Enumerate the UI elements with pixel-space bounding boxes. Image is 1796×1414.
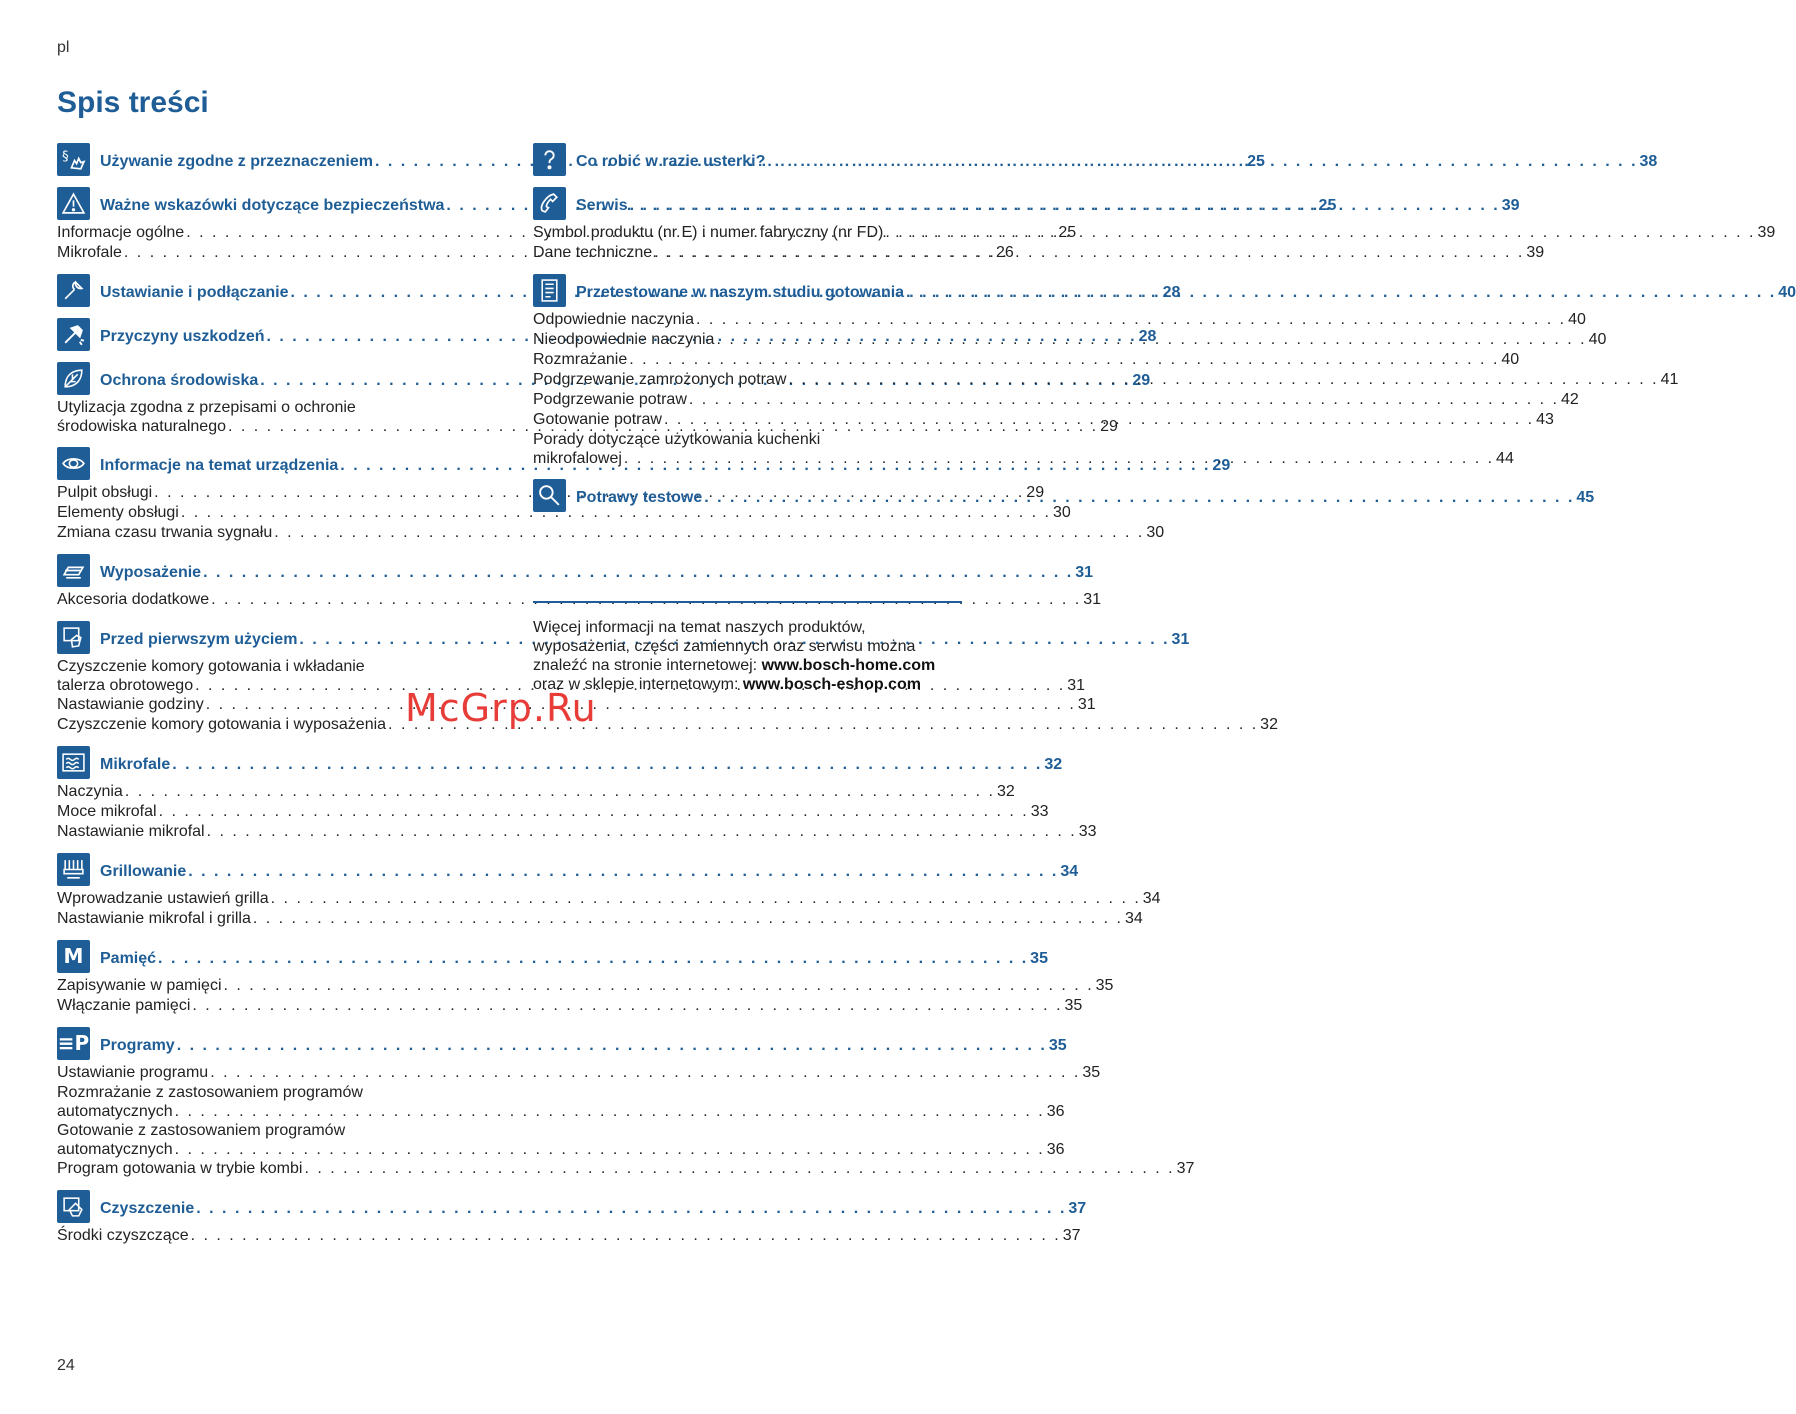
language-code: pl	[57, 39, 70, 56]
entry-label: Gotowanie potraw	[533, 411, 662, 428]
section-title-row	[100, 1200, 1086, 1218]
entry-page-number: 30	[1146, 524, 1165, 541]
more-info-line: oraz w sklepie internetowym:	[533, 676, 743, 693]
entry-label: Włączanie pamięci	[57, 997, 191, 1014]
section-title: Ustawianie i podłączanie	[100, 284, 289, 301]
dot-leader	[885, 223, 1755, 243]
toc-entry[interactable]	[533, 310, 1586, 330]
section-title: Grillowanie	[100, 863, 187, 880]
dot-leader	[210, 1063, 1080, 1083]
entry-label: Środki czyszczące	[57, 1227, 189, 1244]
entry-page-number: 25	[1058, 224, 1077, 241]
dot-leader	[274, 523, 1144, 543]
entry-page-number: 36	[1046, 1141, 1065, 1158]
toc-section-heading[interactable]	[57, 1189, 1087, 1223]
entry-label: mikrofalowej	[533, 450, 622, 467]
entry-page-number: 35	[1095, 977, 1114, 994]
toc-entry[interactable]	[57, 1121, 1065, 1159]
toc-section-heading[interactable]	[57, 939, 1048, 973]
entry-label: Ustawianie programu	[57, 1064, 209, 1081]
dot-leader	[689, 390, 1559, 410]
section-title-row	[100, 1037, 1067, 1055]
entry-page-number: 40	[1588, 331, 1607, 348]
entry-page-number: 34	[1142, 890, 1161, 907]
section-title-row	[100, 756, 1062, 774]
dot-leader	[172, 756, 1042, 774]
dot-leader	[158, 950, 1028, 968]
before-first-use-icon	[57, 621, 90, 654]
toc-entry[interactable]	[57, 822, 1097, 842]
dot-leader	[175, 1102, 1045, 1121]
entry-page-number: 32	[1260, 716, 1278, 733]
section-title: Pamięć	[100, 950, 157, 967]
dot-leader	[191, 1226, 1061, 1246]
microwave-icon	[57, 746, 90, 779]
more-info-text	[533, 618, 973, 694]
entry-page-number: 33	[1078, 823, 1097, 840]
dot-leader	[629, 350, 1499, 370]
entry-label-line1: Rozmrażanie z zastosowaniem programów	[57, 1084, 363, 1101]
more-info-line: znaleźć na stronie internetowej:	[533, 657, 762, 674]
bosch-home-link[interactable]: www.bosch-home.com	[761, 657, 936, 674]
entry-page-number: 31	[1077, 696, 1096, 713]
section-title-row	[100, 863, 1078, 881]
dot-leader	[253, 909, 1123, 929]
entry-label: środowiska naturalnego	[57, 418, 226, 435]
toc-section	[57, 852, 1161, 929]
entry-page-number: 31	[1067, 677, 1086, 694]
dot-leader	[188, 863, 1058, 881]
section-page-number: 35	[1048, 1037, 1067, 1054]
entry-label: Informacje ogólne	[57, 224, 185, 241]
entry-page-number: 44	[1496, 450, 1514, 467]
toc-entry[interactable]	[533, 350, 1520, 370]
section-title-row	[576, 489, 1594, 507]
toc-entry[interactable]	[57, 909, 1143, 929]
dot-leader	[767, 153, 1637, 171]
section-page-number: 31	[1171, 631, 1190, 648]
entry-label: talerza obrotowego	[57, 677, 194, 694]
toc-section	[57, 1026, 1195, 1179]
section-title: Serwis	[576, 197, 628, 214]
section-title: Przetestowane w naszym studiu gotowania	[576, 284, 905, 301]
entry-label: Odpowiednie naczynia	[533, 311, 694, 328]
entry-page-number: 37	[1062, 1227, 1081, 1244]
entry-label: Moce mikrofal	[57, 803, 157, 820]
dot-leader	[125, 782, 995, 802]
entry-label: Elementy obsługi	[57, 504, 179, 521]
section-page-number: 25	[1247, 153, 1265, 170]
entry-page-number: 33	[1030, 803, 1049, 820]
entry-label: Czyszczenie komory gotowania i wyposażenia	[57, 716, 387, 733]
section-page-number: 37	[1068, 1200, 1087, 1217]
leaf-environment-icon	[57, 362, 90, 395]
dot-leader	[696, 310, 1566, 330]
entry-page-number: 40	[1501, 351, 1520, 368]
section-title-row	[576, 197, 1520, 215]
magnifier-test-icon	[533, 479, 566, 512]
toc-entry[interactable]	[57, 1226, 1081, 1246]
watermark: McGrp.Ru	[405, 686, 597, 730]
dot-leader	[206, 695, 1076, 715]
section-title: Ochrona środowiska	[100, 372, 259, 389]
tested-document-icon	[533, 274, 566, 307]
section-title: Przed pierwszym użyciem	[100, 631, 298, 648]
entry-label: Podgrzewanie potraw	[533, 391, 687, 408]
toc-entry[interactable]	[57, 503, 1071, 523]
toc-entry[interactable]	[533, 390, 1579, 410]
toc-entry[interactable]	[57, 1083, 1065, 1121]
toc-section-heading[interactable]	[57, 553, 1093, 587]
dot-leader	[207, 822, 1077, 842]
toc-entry[interactable]	[57, 523, 1165, 543]
wrench-icon	[57, 274, 90, 307]
entry-label: Nastawianie mikrofal i grilla	[57, 910, 251, 927]
entry-page-number: 32	[996, 783, 1015, 800]
icon-glyph: M	[63, 944, 84, 968]
entry-page-number: 41	[1660, 371, 1679, 388]
more-info-line: wyposażenia, części zamiennych oraz serwisu można	[533, 638, 916, 655]
grill-icon	[57, 853, 90, 886]
dot-leader	[630, 197, 1500, 215]
dot-leader	[159, 802, 1029, 822]
section-title-row	[100, 564, 1093, 582]
entry-label-line1: Utylizacja zgodna z przepisami o ochronie	[57, 399, 356, 416]
icon-glyph: ≡P	[57, 1031, 90, 1055]
hammer-damage-icon	[57, 318, 90, 351]
section-page-number: 29	[1212, 457, 1231, 474]
entry-label: automatycznych	[57, 1103, 173, 1120]
section-page-number: 31	[1075, 564, 1093, 581]
dot-leader	[211, 590, 1081, 610]
entry-page-number: 34	[1124, 910, 1143, 927]
section-page-number: 40	[1778, 284, 1796, 301]
section-page-number: 35	[1030, 950, 1048, 967]
section-title-row	[576, 153, 1657, 171]
entry-label: automatycznych	[57, 1141, 173, 1158]
dot-leader	[704, 489, 1574, 507]
entry-label: Akcesoria dodatkowe	[57, 591, 210, 608]
dot-leader	[175, 1140, 1045, 1159]
section-title: Informacje na temat urządzenia	[100, 457, 339, 474]
intended-use-icon	[57, 143, 90, 176]
dot-leader	[664, 410, 1534, 430]
toc-section	[57, 745, 1097, 842]
entry-label: Mikrofale	[57, 244, 122, 261]
toc-entry[interactable]	[57, 1159, 1195, 1179]
toc-entry[interactable]	[57, 976, 1114, 996]
toc-entry[interactable]	[57, 590, 1102, 610]
page-number: 24	[57, 1357, 75, 1374]
dot-leader	[271, 889, 1141, 909]
accessories-icon	[57, 554, 90, 587]
section-page-number: 39	[1501, 197, 1520, 214]
entry-label-line1: Czyszczenie komory gotowania i wkładanie	[57, 658, 365, 675]
toc-entry[interactable]	[57, 782, 1015, 802]
entry-page-number: 39	[1757, 224, 1776, 241]
section-title: Mikrofale	[100, 756, 171, 773]
memory-m-icon	[57, 940, 90, 973]
dot-leader	[304, 1159, 1174, 1179]
entry-page-number: 29	[1026, 484, 1045, 501]
section-title: Czyszczenie	[100, 1200, 195, 1217]
warning-triangle-icon	[57, 187, 90, 220]
dot-leader	[906, 284, 1776, 302]
toc-section	[57, 1189, 1087, 1246]
section-title: Przyczyny uszkodzeń	[100, 328, 265, 345]
toc-section-heading[interactable]	[57, 745, 1063, 779]
dot-leader	[203, 564, 1073, 582]
section-page-number: 25	[1318, 197, 1337, 214]
phone-service-icon	[533, 187, 566, 220]
dot-leader	[224, 976, 1094, 996]
toc-section	[57, 939, 1114, 1016]
entry-label-line1: Gotowanie z zastosowaniem programów	[57, 1122, 346, 1139]
toc-entry[interactable]	[57, 889, 1161, 909]
programs-p-icon	[57, 1027, 90, 1060]
entry-label: Rozmrażanie	[533, 351, 628, 368]
divider	[533, 601, 962, 603]
entry-label: Nieodpowiednie naczynia	[533, 331, 715, 348]
section-title: Wyposażenie	[100, 564, 202, 581]
entry-page-number: 26	[996, 244, 1014, 261]
svg-text:§: §	[62, 148, 69, 165]
page-title: Spis treści	[57, 86, 209, 119]
entry-label: Program gotowania w trybie kombi	[57, 1160, 303, 1177]
dot-leader	[716, 330, 1586, 350]
toc-entry[interactable]	[57, 802, 1049, 822]
entry-page-number: 43	[1536, 411, 1554, 428]
entry-label-row	[57, 1102, 1065, 1121]
entry-label: Zapisywanie w pamięci	[57, 977, 222, 994]
section-title: Używanie zgodne z przeznaczeniem	[100, 153, 373, 170]
entry-label-line1: Porady dotyczące użytkowania kuchenki	[533, 431, 821, 448]
entry-label-row	[57, 1140, 1065, 1159]
entry-page-number: 35	[1064, 997, 1083, 1014]
entry-label: Dane techniczne	[533, 244, 653, 261]
toc-section-heading[interactable]	[57, 1026, 1067, 1060]
toc-entry[interactable]	[57, 1063, 1101, 1083]
section-title-row	[100, 950, 1048, 968]
entry-page-number: 39	[1526, 244, 1545, 261]
dot-leader	[624, 449, 1494, 468]
eye-info-icon	[57, 447, 90, 480]
entry-page-number: 42	[1561, 391, 1579, 408]
section-page-number: 29	[1132, 372, 1151, 389]
entry-page-number: 30	[1052, 504, 1071, 521]
entry-page-number: 35	[1082, 1064, 1101, 1081]
entry-label: Nastawianie godziny	[57, 696, 204, 713]
section-page-number: 28	[1162, 284, 1181, 301]
entry-page-number: 40	[1568, 311, 1586, 328]
entry-page-number: 37	[1176, 1160, 1195, 1177]
bosch-eshop-link[interactable]: www.bosch-eshop.com	[742, 676, 921, 693]
section-title: Potrawy testowe	[576, 489, 703, 506]
entry-label: Symbol produktu (nr E) i numer fabryczny (nr FD)	[533, 224, 884, 241]
section-title: Co robić w razie usterki?	[576, 153, 766, 170]
entry-label: Wprowadzanie ustawień grilla	[57, 890, 269, 907]
entry-page-number: 29	[1100, 418, 1118, 435]
toc-section-heading[interactable]	[57, 852, 1079, 886]
section-page-number: 34	[1060, 863, 1079, 880]
section-page-number: 28	[1138, 328, 1157, 345]
entry-page-number: 36	[1046, 1103, 1065, 1120]
entry-label: Naczynia	[57, 783, 123, 800]
section-page-number: 38	[1639, 153, 1658, 170]
entry-label: Podgrzewanie zamrożonych potraw	[533, 371, 787, 388]
section-title: Programy	[100, 1037, 175, 1054]
entry-label: Zmiana czasu trwania sygnału	[57, 524, 273, 541]
dot-leader	[192, 996, 1062, 1016]
dot-leader	[654, 243, 1524, 263]
entry-label: Pulpit obsługi	[57, 484, 153, 501]
section-title-row	[576, 284, 1796, 302]
more-info-line: Więcej informacji na temat naszych produktów,	[533, 619, 866, 636]
entry-page-number: 31	[1083, 591, 1102, 608]
dot-leader	[196, 1200, 1066, 1218]
toc-section	[57, 553, 1102, 610]
question-icon	[533, 143, 566, 176]
entry-label: Nastawianie mikrofal	[57, 823, 205, 840]
section-page-number: 45	[1576, 489, 1595, 506]
dot-leader	[788, 370, 1658, 390]
section-title: Ważne wskazówki dotyczące bezpieczeństwa	[100, 197, 445, 214]
cleaning-icon	[57, 1190, 90, 1223]
dot-leader	[177, 1037, 1047, 1055]
toc-entry[interactable]	[57, 996, 1083, 1016]
section-page-number: 32	[1044, 756, 1063, 773]
